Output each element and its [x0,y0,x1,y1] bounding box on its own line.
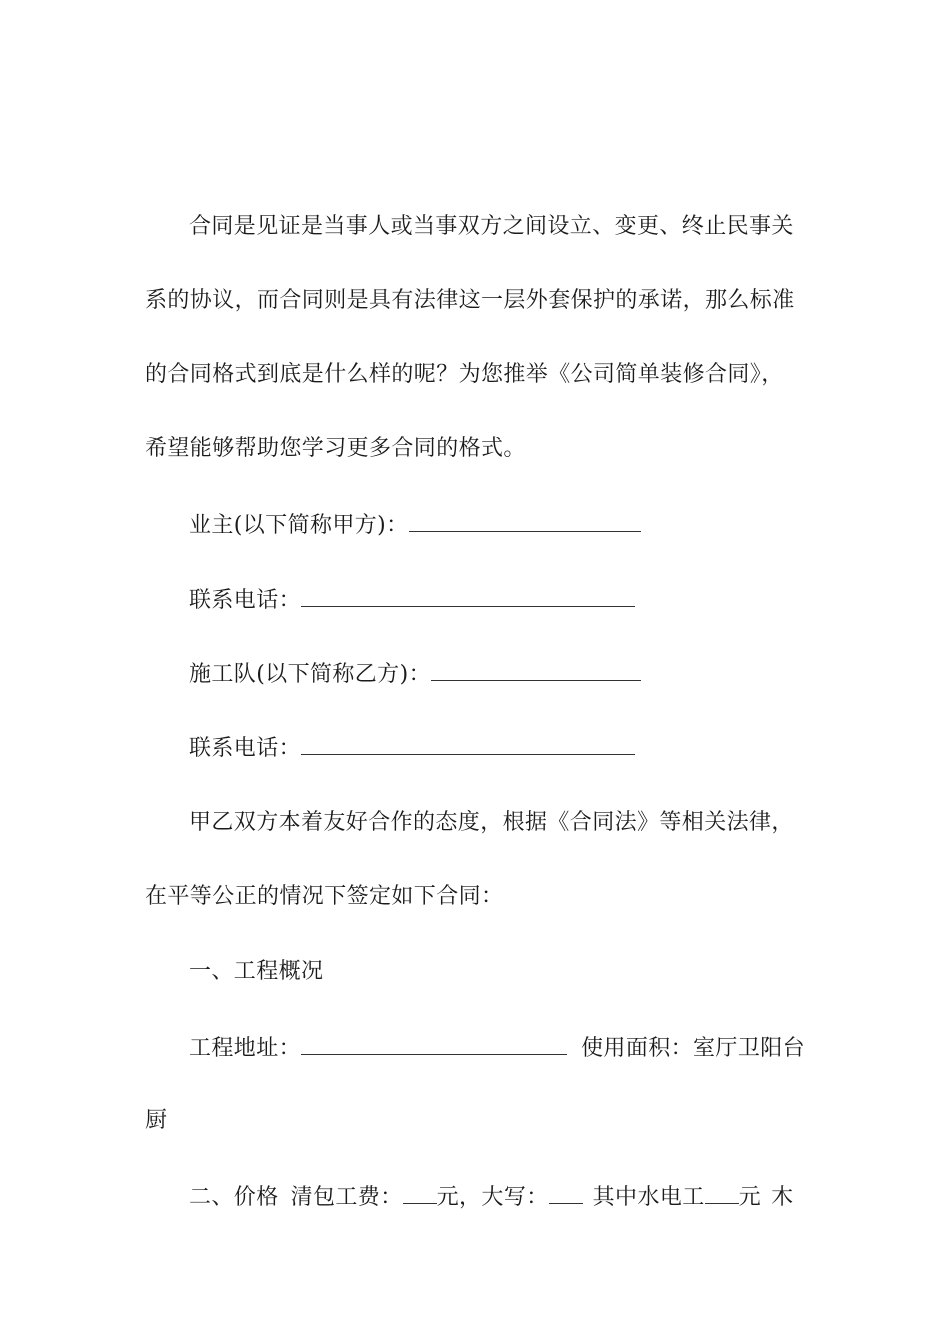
electric-fee-blank[interactable] [705,1181,739,1204]
owner-phone-row [189,584,635,616]
including-label: 其中水电工 [592,1185,705,1210]
contractor-field-row [189,658,641,690]
intro-line-2: 系的协议，而合同则是具有法律这一层外套保护的承诺，那么标准 [145,288,795,313]
contractor-label: 施工队(以下简称乙方)： [189,662,431,687]
intro-line-1: 合同是见证是当事人或当事双方之间设立、变更、终止民事关 [189,214,794,239]
preamble-line-1: 甲乙双方本着友好合作的态度，根据《合同法》等相关法律， [189,810,794,835]
section-1-heading: 一、工程概况 [189,959,324,984]
address-label: 工程地址： [189,1036,302,1061]
contractor-blank[interactable] [431,658,641,681]
contractor-phone-row [189,732,635,764]
owner-field-row [189,509,641,541]
area-continuation: 厨 [145,1108,168,1133]
area-label: 使用面积：室厅卫阳台 [581,1036,806,1061]
owner-phone-label: 联系电话： [189,588,302,613]
intro-line-3: 的合同格式到底是什么样的呢？为您推举《公司简单装修合同》， [145,362,784,387]
fee-uppercase-blank[interactable] [549,1181,583,1204]
wood-label: 木 [771,1185,794,1210]
address-row [189,1032,805,1064]
contractor-phone-blank[interactable] [301,732,635,755]
owner-label: 业主(以下简称甲方)： [189,513,409,538]
section-2-heading: 二、价格 [189,1185,279,1210]
fee-blank[interactable] [403,1181,437,1204]
contractor-phone-label: 联系电话： [189,736,302,761]
electric-yuan-label: 元 [738,1185,762,1210]
intro-line-4: 希望能够帮助您学习更多合同的格式。 [145,436,526,461]
price-row [189,1181,793,1213]
owner-phone-blank[interactable] [301,584,635,607]
owner-blank[interactable] [409,509,641,532]
fee-label: 清包工费： [290,1185,403,1210]
preamble-line-2: 在平等公正的情况下签定如下合同： [145,884,504,909]
address-blank[interactable] [301,1032,567,1055]
fee-yuan-label: 元，大写： [436,1185,549,1210]
